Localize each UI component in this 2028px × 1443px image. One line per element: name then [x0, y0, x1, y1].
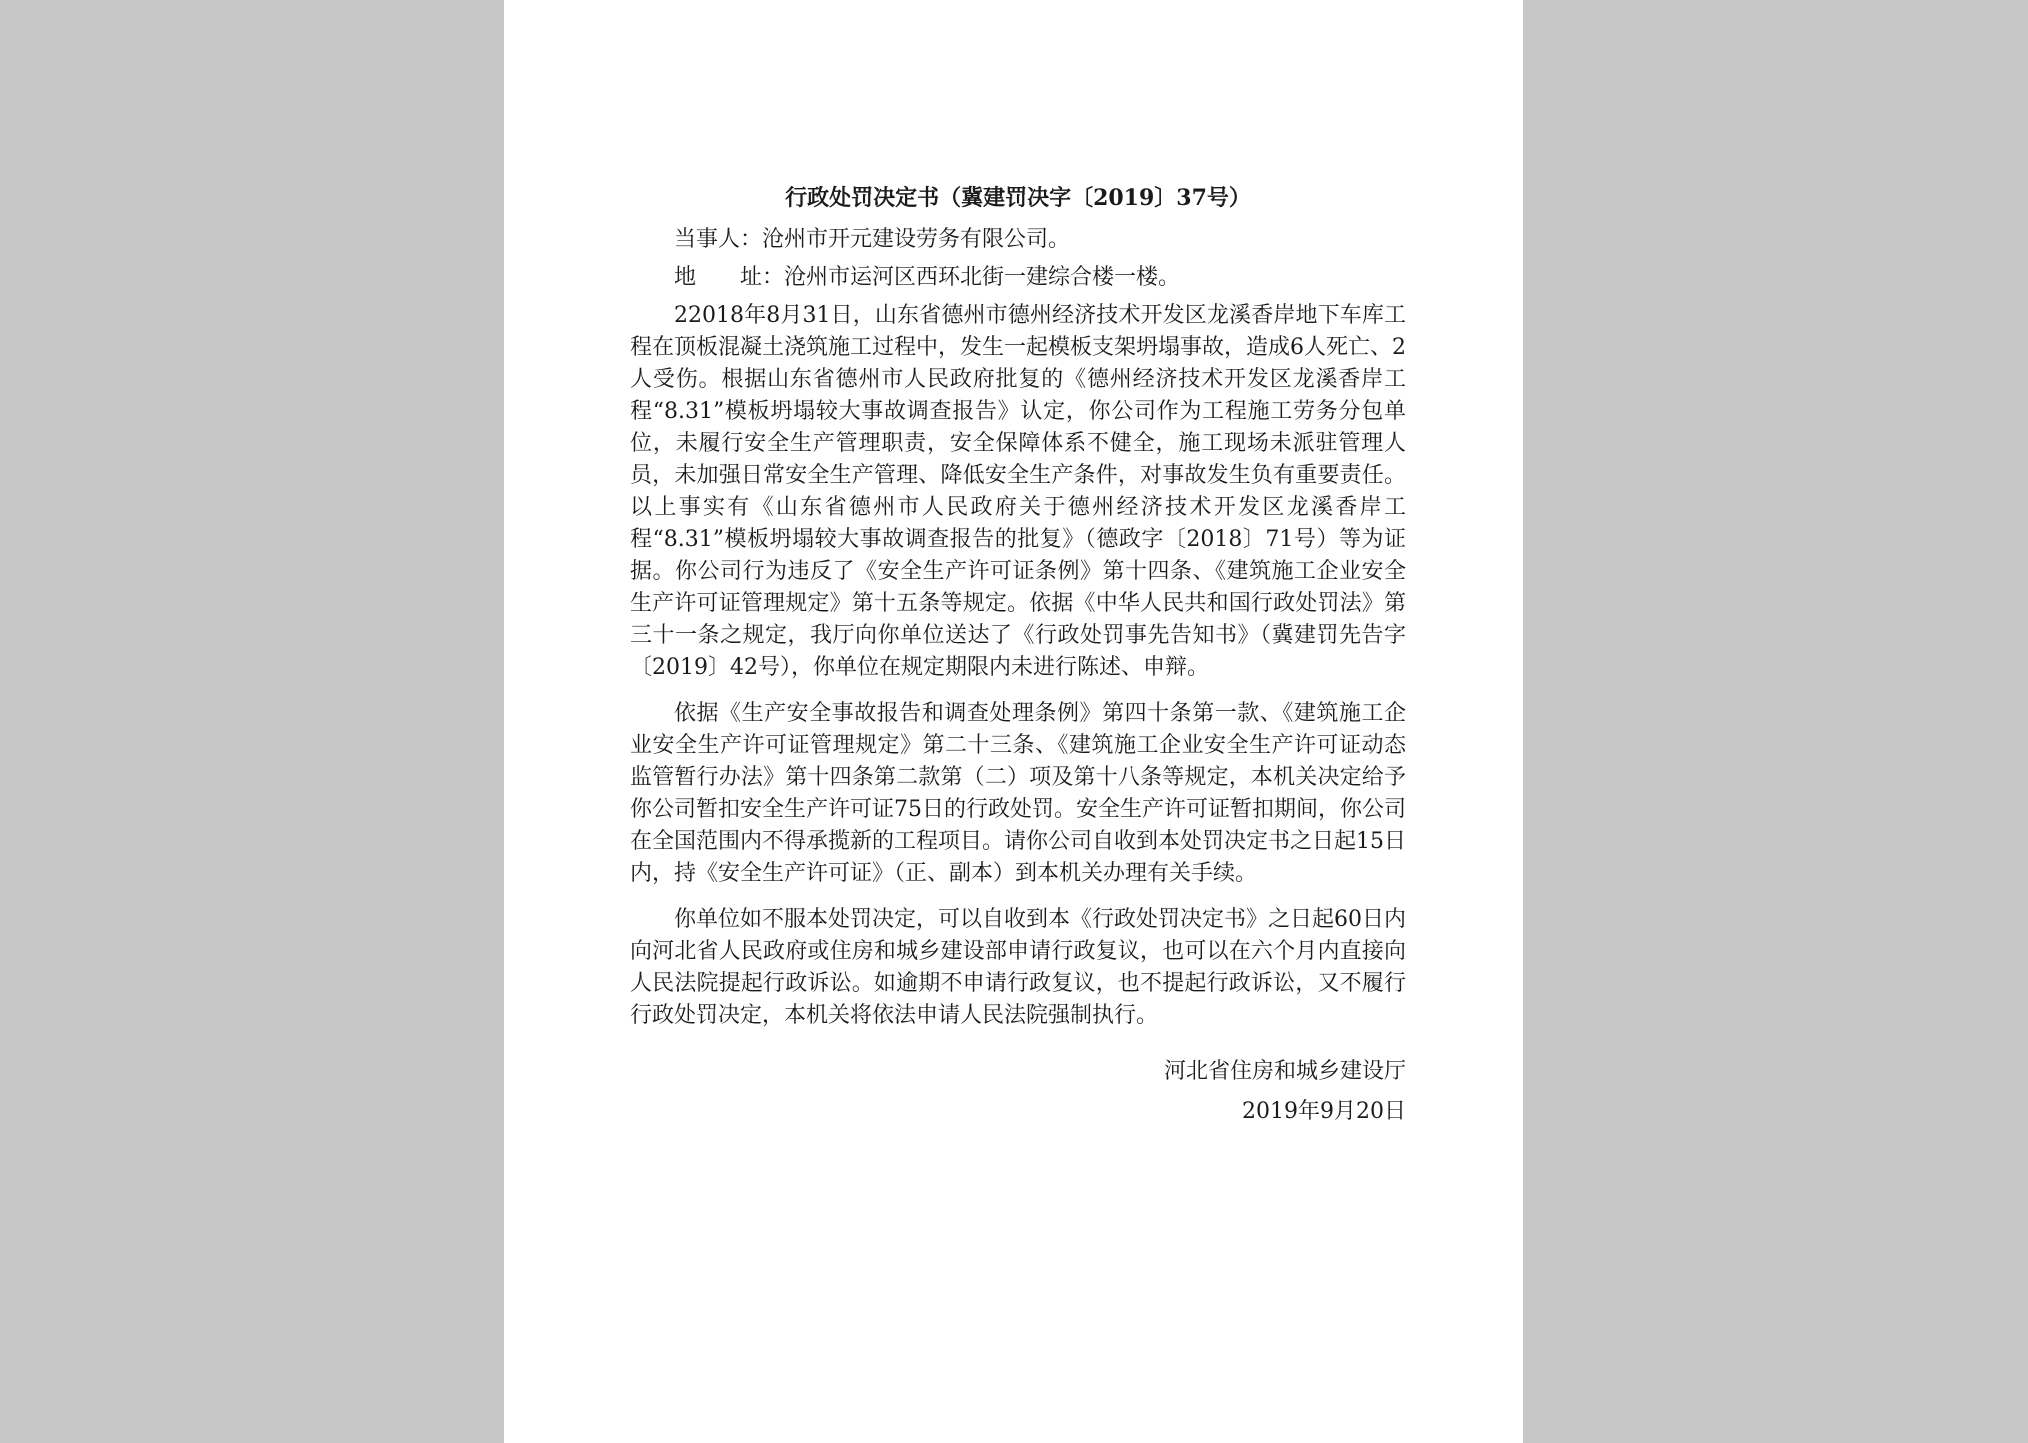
party-value: 沧州市开元建设劳务有限公司。 [762, 227, 1071, 252]
signature-org: 河北省住房和城乡建设厅 [1163, 1059, 1406, 1084]
document-content [630, 182, 1406, 1124]
paragraph-decision: 依据《生产安全事故报告和调查处理条例》第四十条第一款、《建筑施工企业安全生产许可证管理规定》第二十三条、《建筑施工企业安全生产许可证动态监管暂行办法》第十四条第二款第（二）项及第十八条等规定，本机关决定给予你公司暂扣安全生产许可证75日的行政处罚。安全生产许可证暂扣期间，你公司在全国范围内不得承揽新的工程项目。请你公司自收到本处罚决定书之日起15日内，持《安全生产许可证》（正、副本）到本机关办理有关手续。 [630, 701, 1406, 886]
signature-date: 2019年9月20日 [1242, 1099, 1406, 1124]
address-value: 沧州市运河区西环北街一建综合楼一楼。 [784, 265, 1181, 290]
signature-block [1006, 1056, 1406, 1136]
address-line [630, 262, 1406, 294]
document-page [504, 0, 1523, 1443]
paragraph-appeal: 你单位如不服本处罚决定，可以自收到本《行政处罚决定书》之日起60日内向河北省人民政府或住房和城乡建设部申请行政复议，也可以在六个月内直接向人民法院提起行政诉讼。如逾期不申请行政复议，也不提起行政诉讼，又不履行行政处罚决定，本机关将依法申请人民法院强制执行。 [630, 907, 1406, 1028]
document-title: 行政处罚决定书（冀建罚决字〔2019〕37号） [785, 185, 1251, 211]
party-label: 当事人： [674, 227, 763, 252]
address-label-b: 址： [740, 265, 785, 290]
paragraph-facts: 22018年8月31日，山东省德州市德州经济技术开发区龙溪香岸地下车库工程在顶板混凝土浇筑施工过程中，发生一起模板支架坍塌事故，造成6人死亡、2人受伤。根据山东省德州市人民政府批复的《德州经济技术开发区龙溪香岸工程“8.31”模板坍塌较大事故调查报告》认定，你公司作为工程施工劳务分包单位，未履行安全生产管理职责，安全保障体系不健全，施工现场未派驻管理人员，未加强日常安全生产管理、降低安全生产条件，对事故发生负有重要责任。以上事实有《山东省德州市人民政府关于德州经济技术开发区龙溪香岸工程“8.31”模板坍塌较大事故调查报告的批复》（德政字〔2018〕71号）等为证据。你公司行为违反了《安全生产许可证条例》第十四条、《建筑施工企业安全生产许可证管理规定》第十五条等规定。依据《中华人民共和国行政处罚法》第三十一条之规定，我厅向你单位送达了《行政处罚事先告知书》（冀建罚先告字〔2019〕42号），你单位在规定期限内未进行陈述、申辩。 [630, 303, 1406, 680]
party-line [630, 224, 1406, 256]
address-label-a: 地 [674, 265, 697, 290]
